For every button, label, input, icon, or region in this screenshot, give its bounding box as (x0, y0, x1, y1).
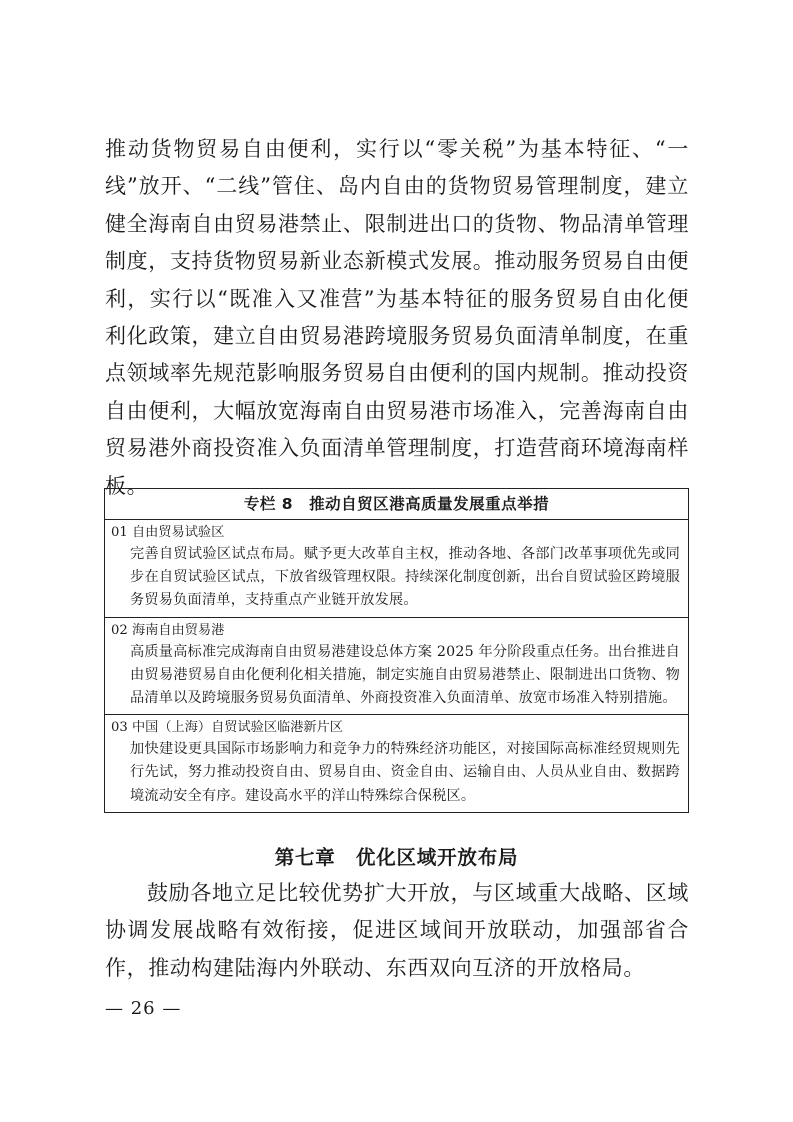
feature-section-body: 加快建设更具国际市场影响力和竞争力的特殊经济功能区，对接国际高标准经贸规则先行先试，努力推动投资自由、贸易自由、资金自由、运输自由、人员从业自由、数据跨境流动安全有序。建设高水平的洋山特殊综合保税区。 (130, 741, 680, 804)
feature-section-2 (105, 618, 688, 716)
chapter-title: 第七章 优化区域开放布局 (274, 846, 519, 869)
feature-section-heading: 02 海南自由贸易港 (111, 622, 225, 638)
feature-section-heading: 01 自由贸易试验区 (111, 525, 225, 540)
feature-section-body: 完善自贸试验区试点布局。赋予更大改革自主权，推动各地、各部门改革事项优先或同步在自贸试验区试点，下放省级管理权限。持续深化制度创新，出台自贸试验区跨境服务贸易负面清单，支持重点产业链开放发展。 (130, 546, 680, 609)
body-paragraph-2: 鼓励各地立足比较优势扩大开放，与区域重大战略、区域协调发展战略有效衔接，促进区域间开放联动，加强部省合作，推动构建陆海内外联动、东西双向互济的开放格局。 (105, 881, 689, 980)
body-paragraph-1: 推动货物贸易自由便利，实行以“零关税”为基本特征、“一线”放开、“二线”管住、岛内自由的货物贸易管理制度，建立健全海南自由贸易港禁止、限制进出口的货物、物品清单管理制度，支持货物贸易新业态新模式发展。推动服务贸易自由便利，实行以“既准入又准营”为基本特征的服务贸易自由化便利化政策，建立自由贸易港跨境服务贸易负面清单制度，在重点领域率先规范影响服务贸易自由便利的国内规制。推动投资自由便利，大幅放宽海南自由贸易港市场准入，完善海南自由贸易港外商投资准入负面清单管理制度，打造营商环境海南样板。 (105, 137, 689, 498)
feature-section-3 (105, 715, 688, 812)
page-number: — 26 — (105, 998, 182, 1019)
feature-box-title: 专栏 8 推动自贸区港高质量发展重点举措 (105, 489, 688, 520)
feature-section-heading: 03 中国（上海）自贸试验区临港新片区 (111, 720, 343, 736)
feature-box (104, 488, 689, 813)
feature-section-1 (105, 520, 688, 618)
feature-section-body: 高质量高标准完成海南自由贸易港建设总体方案 2025 年分阶段重点任务。出台推进自由贸易港贸易自由化便利化相关措施，制定实施自由贸易港禁止、限制进出口货物、物品清单以及跨境服务贸易负面清单、外商投资准入负面清单、放宽市场准入特别措施。 (130, 643, 680, 707)
